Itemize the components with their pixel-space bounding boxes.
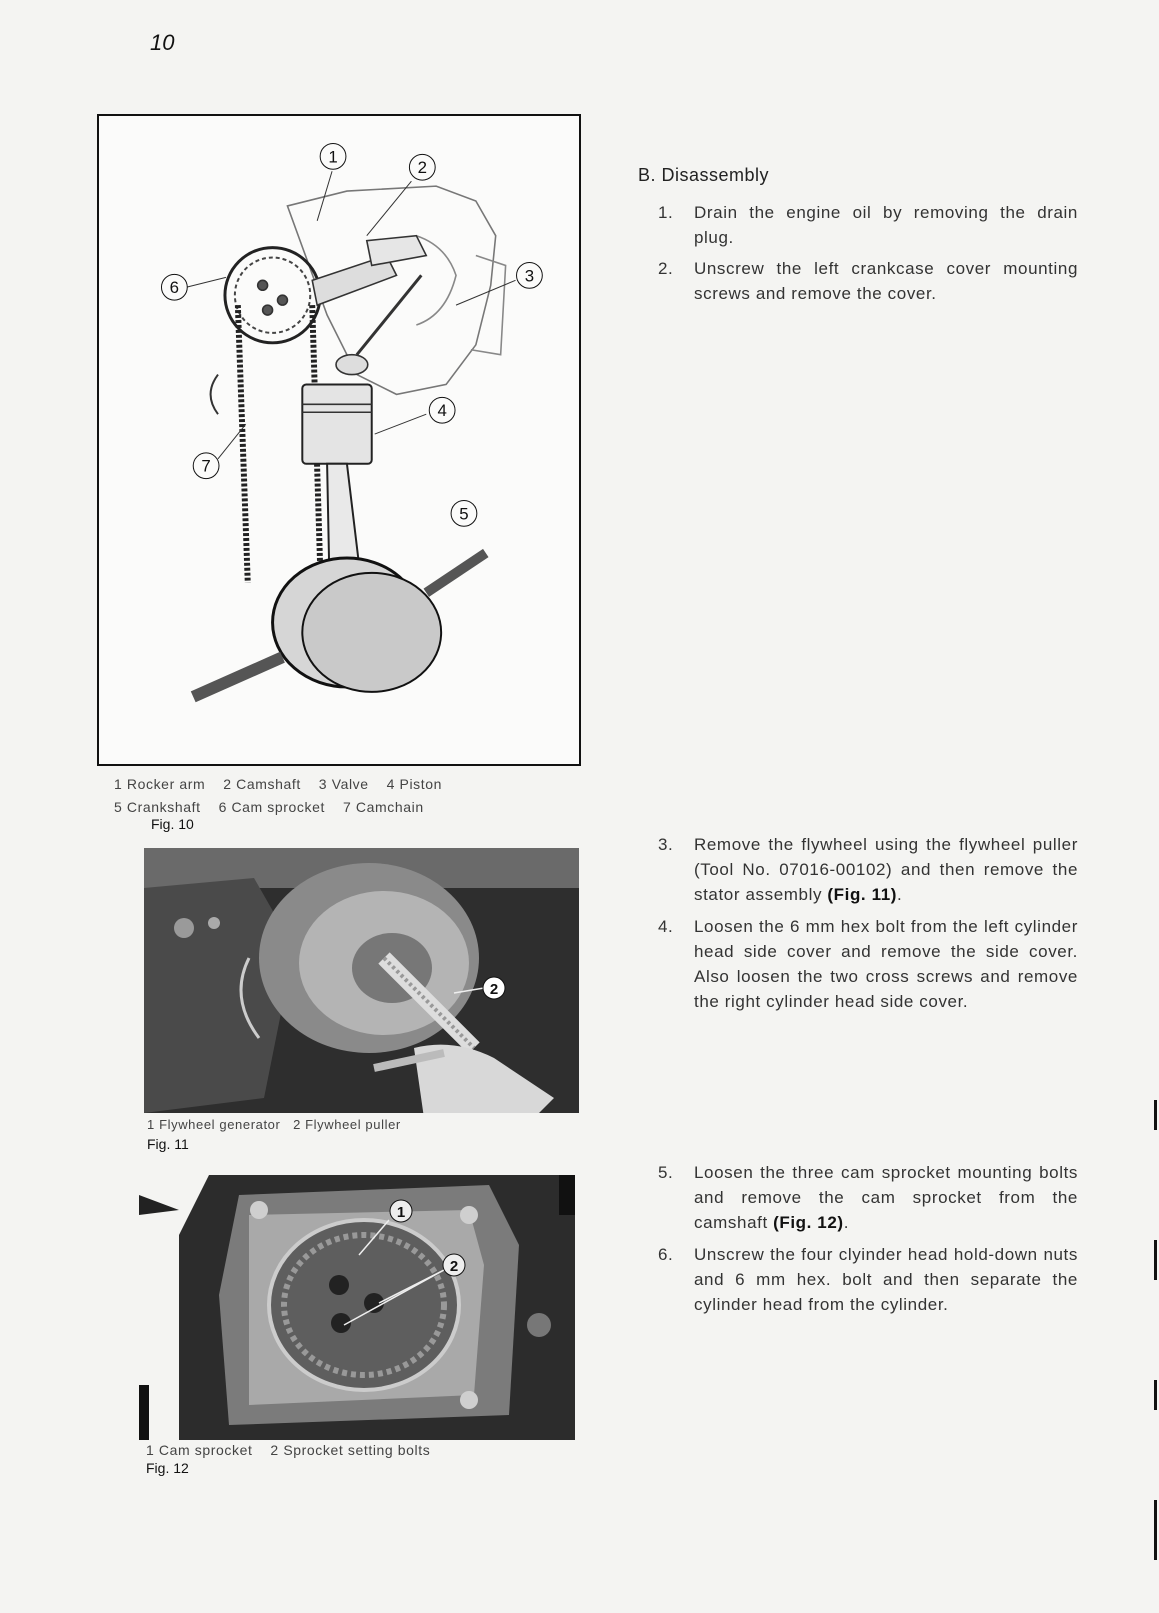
figure-10-legend-line-2 bbox=[114, 799, 424, 815]
section-heading: B. Disassembly bbox=[638, 165, 770, 185]
figure-11-legend bbox=[147, 1117, 401, 1132]
cam-sprocket-photo-drawing bbox=[139, 1175, 575, 1440]
scan-edge-mark bbox=[1154, 1380, 1157, 1410]
step-3 bbox=[658, 832, 1078, 907]
legend-item: 5 Crankshaft bbox=[114, 799, 201, 815]
figure-12-legend bbox=[146, 1442, 430, 1458]
callout-3: 3 bbox=[524, 266, 535, 286]
legend-item: 4 Piston bbox=[386, 776, 443, 792]
legend-item: 7 Camchain bbox=[342, 799, 424, 815]
step-text: Loosen the three cam sprocket mounting bolts and remove the cam sprocket from the camshaft (Fig. 12). bbox=[694, 1163, 1078, 1232]
figure-12-photo bbox=[139, 1175, 575, 1440]
step-number: 2. bbox=[658, 259, 674, 278]
callout-1: 1 bbox=[328, 147, 338, 167]
callout-6: 6 bbox=[169, 278, 180, 298]
scan-edge-mark bbox=[1154, 1500, 1157, 1560]
callout-2: 2 bbox=[417, 158, 427, 178]
step-text: Unscrew the left crankcase cover mounting screws and remove the cover. bbox=[694, 259, 1078, 303]
figure-10-legend-line-1 bbox=[114, 776, 442, 792]
legend-item: 2 Sprocket setting bolts bbox=[270, 1442, 431, 1458]
figure-reference: (Fig. 12) bbox=[773, 1213, 844, 1232]
step-5 bbox=[658, 1160, 1078, 1235]
step-number: 6. bbox=[658, 1245, 674, 1264]
figure-11-label: Fig. 11 bbox=[147, 1136, 189, 1152]
step-text: Unscrew the four clyinder head hold-down nuts and 6 mm hex. bolt and then separate the cylinder head from the cylinder. bbox=[694, 1245, 1078, 1314]
callout-4: 4 bbox=[437, 401, 447, 421]
step-text: Remove the flywheel using the flywheel puller (Tool No. 07016-00102) and then remove the stator assembly (Fig. 11). bbox=[694, 835, 1078, 904]
figure-10-illustration bbox=[97, 114, 581, 766]
page-number: 10 bbox=[150, 30, 175, 55]
legend-item: 2 Camshaft bbox=[223, 776, 301, 792]
figure-reference: (Fig. 11) bbox=[827, 885, 898, 904]
step-text: Drain the engine oil by removing the drain plug. bbox=[694, 203, 1078, 247]
figure-12-label: Fig. 12 bbox=[146, 1460, 189, 1476]
legend-item: 6 Cam sprocket bbox=[218, 799, 326, 815]
legend-item: 3 Valve bbox=[318, 776, 369, 792]
step-text: Loosen the 6 mm hex bolt from the left cylinder head side cover and remove the side cover. Also loosen the two cross screws and remove the right cylinder head side cover. bbox=[694, 917, 1078, 1011]
step-number: 5. bbox=[658, 1163, 674, 1182]
legend-item: 2 Flywheel puller bbox=[293, 1117, 401, 1132]
step-1 bbox=[658, 200, 1078, 250]
engine-drawing bbox=[99, 116, 579, 764]
figure-11-photo bbox=[144, 848, 579, 1113]
legend-item: 1 Rocker arm bbox=[114, 776, 206, 792]
figure-10-label: Fig. 10 bbox=[151, 816, 194, 832]
step-6 bbox=[658, 1242, 1078, 1317]
step-number: 3. bbox=[658, 835, 674, 854]
step-number: 1. bbox=[658, 203, 674, 222]
fig12-callout-2: 2 bbox=[449, 1258, 459, 1275]
step-number: 4. bbox=[658, 917, 674, 936]
callout-5: 5 bbox=[459, 504, 469, 524]
callout-7: 7 bbox=[201, 456, 211, 476]
step-4 bbox=[658, 914, 1078, 1014]
legend-item: 1 Flywheel generator bbox=[147, 1117, 281, 1132]
scan-edge-mark bbox=[1154, 1240, 1157, 1280]
scan-edge-mark bbox=[1154, 1100, 1157, 1130]
legend-item: 1 Cam sprocket bbox=[146, 1442, 253, 1458]
flywheel-photo-drawing bbox=[144, 848, 579, 1113]
fig11-callout-2: 2 bbox=[489, 981, 499, 998]
fig12-callout-1: 1 bbox=[396, 1204, 406, 1221]
step-2 bbox=[658, 256, 1078, 306]
